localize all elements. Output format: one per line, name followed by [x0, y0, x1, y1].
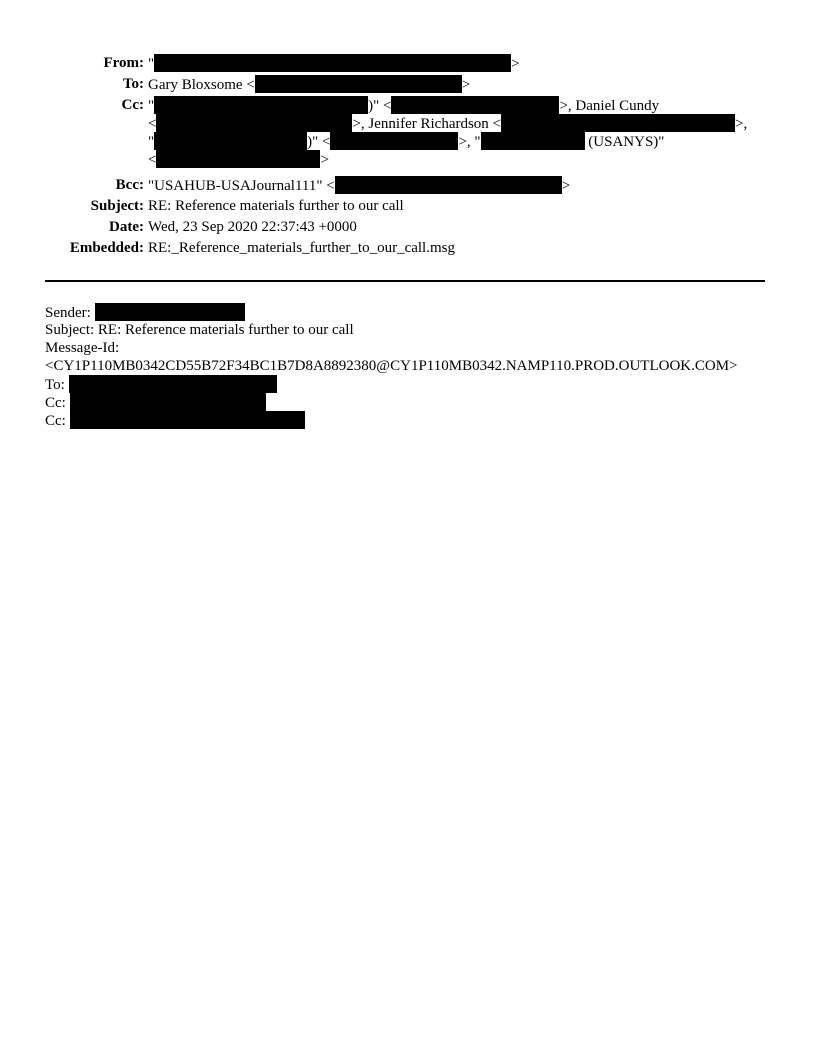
redaction-box — [156, 114, 352, 132]
message-id-label: Message-Id: — [45, 340, 120, 356]
redaction-box — [95, 303, 245, 321]
embedded-row — [0, 239, 816, 260]
redaction-box — [481, 132, 585, 150]
bcc-label: Bcc: — [115, 177, 144, 193]
subject-row — [0, 197, 816, 218]
redaction-box — [335, 176, 562, 194]
cc-line-4: < > — [148, 152, 329, 168]
cc-line: Cc: — [45, 393, 775, 411]
sender-line: Sender: — [45, 303, 775, 321]
date-label: Date: — [109, 219, 144, 235]
bcc-row — [0, 176, 816, 197]
to-line: To: — [45, 375, 775, 393]
redaction-box — [391, 96, 559, 114]
cc-label: Cc: — [121, 97, 144, 113]
redaction-box — [69, 375, 277, 393]
from-value: " > — [148, 56, 520, 72]
cc-row — [0, 96, 816, 176]
subject-label: Subject: — [90, 198, 144, 214]
date-row — [0, 218, 816, 239]
from-label: From: — [103, 55, 144, 71]
email-header — [0, 54, 816, 260]
cc-line: Cc: — [45, 411, 775, 429]
redaction-box — [255, 75, 462, 93]
subject-line: Subject: RE: Reference materials further to our call — [45, 322, 354, 338]
embedded-value: RE:_Reference_materials_further_to_our_call.msg — [148, 240, 455, 256]
divider — [45, 280, 765, 282]
from-row — [0, 54, 816, 75]
to-value: Gary Bloxsome < > — [148, 77, 471, 93]
redaction-box — [154, 54, 511, 72]
cc-line-3: " )" < >, " (USANYS)" — [148, 134, 665, 150]
bcc-value: "USAHUB-USAJournal111" < > — [148, 178, 571, 194]
date-value: Wed, 23 Sep 2020 22:37:43 +0000 — [148, 219, 357, 235]
to-label: To: — [122, 76, 144, 92]
redaction-box — [330, 132, 458, 150]
cc-line-2: < >, Jennifer Richardson < >, — [148, 116, 748, 132]
redaction-box — [70, 393, 266, 411]
redaction-box — [154, 96, 368, 114]
message-id-value: <CY1P110MB0342CD55B72F34BC1B7D8A8892380@CY1P110MB0342.NAMP110.PROD.OUTLOOK.COM> — [45, 358, 738, 374]
embedded-message-body — [45, 303, 775, 429]
redaction-box — [70, 411, 305, 429]
cc-line-1: " )" < >, Daniel Cundy — [148, 98, 660, 114]
redaction-box — [154, 132, 307, 150]
redaction-box — [156, 150, 320, 168]
redaction-box — [501, 114, 735, 132]
subject-value: RE: Reference materials further to our call — [148, 198, 404, 214]
embedded-label: Embedded: — [69, 240, 144, 256]
to-row — [0, 75, 816, 96]
